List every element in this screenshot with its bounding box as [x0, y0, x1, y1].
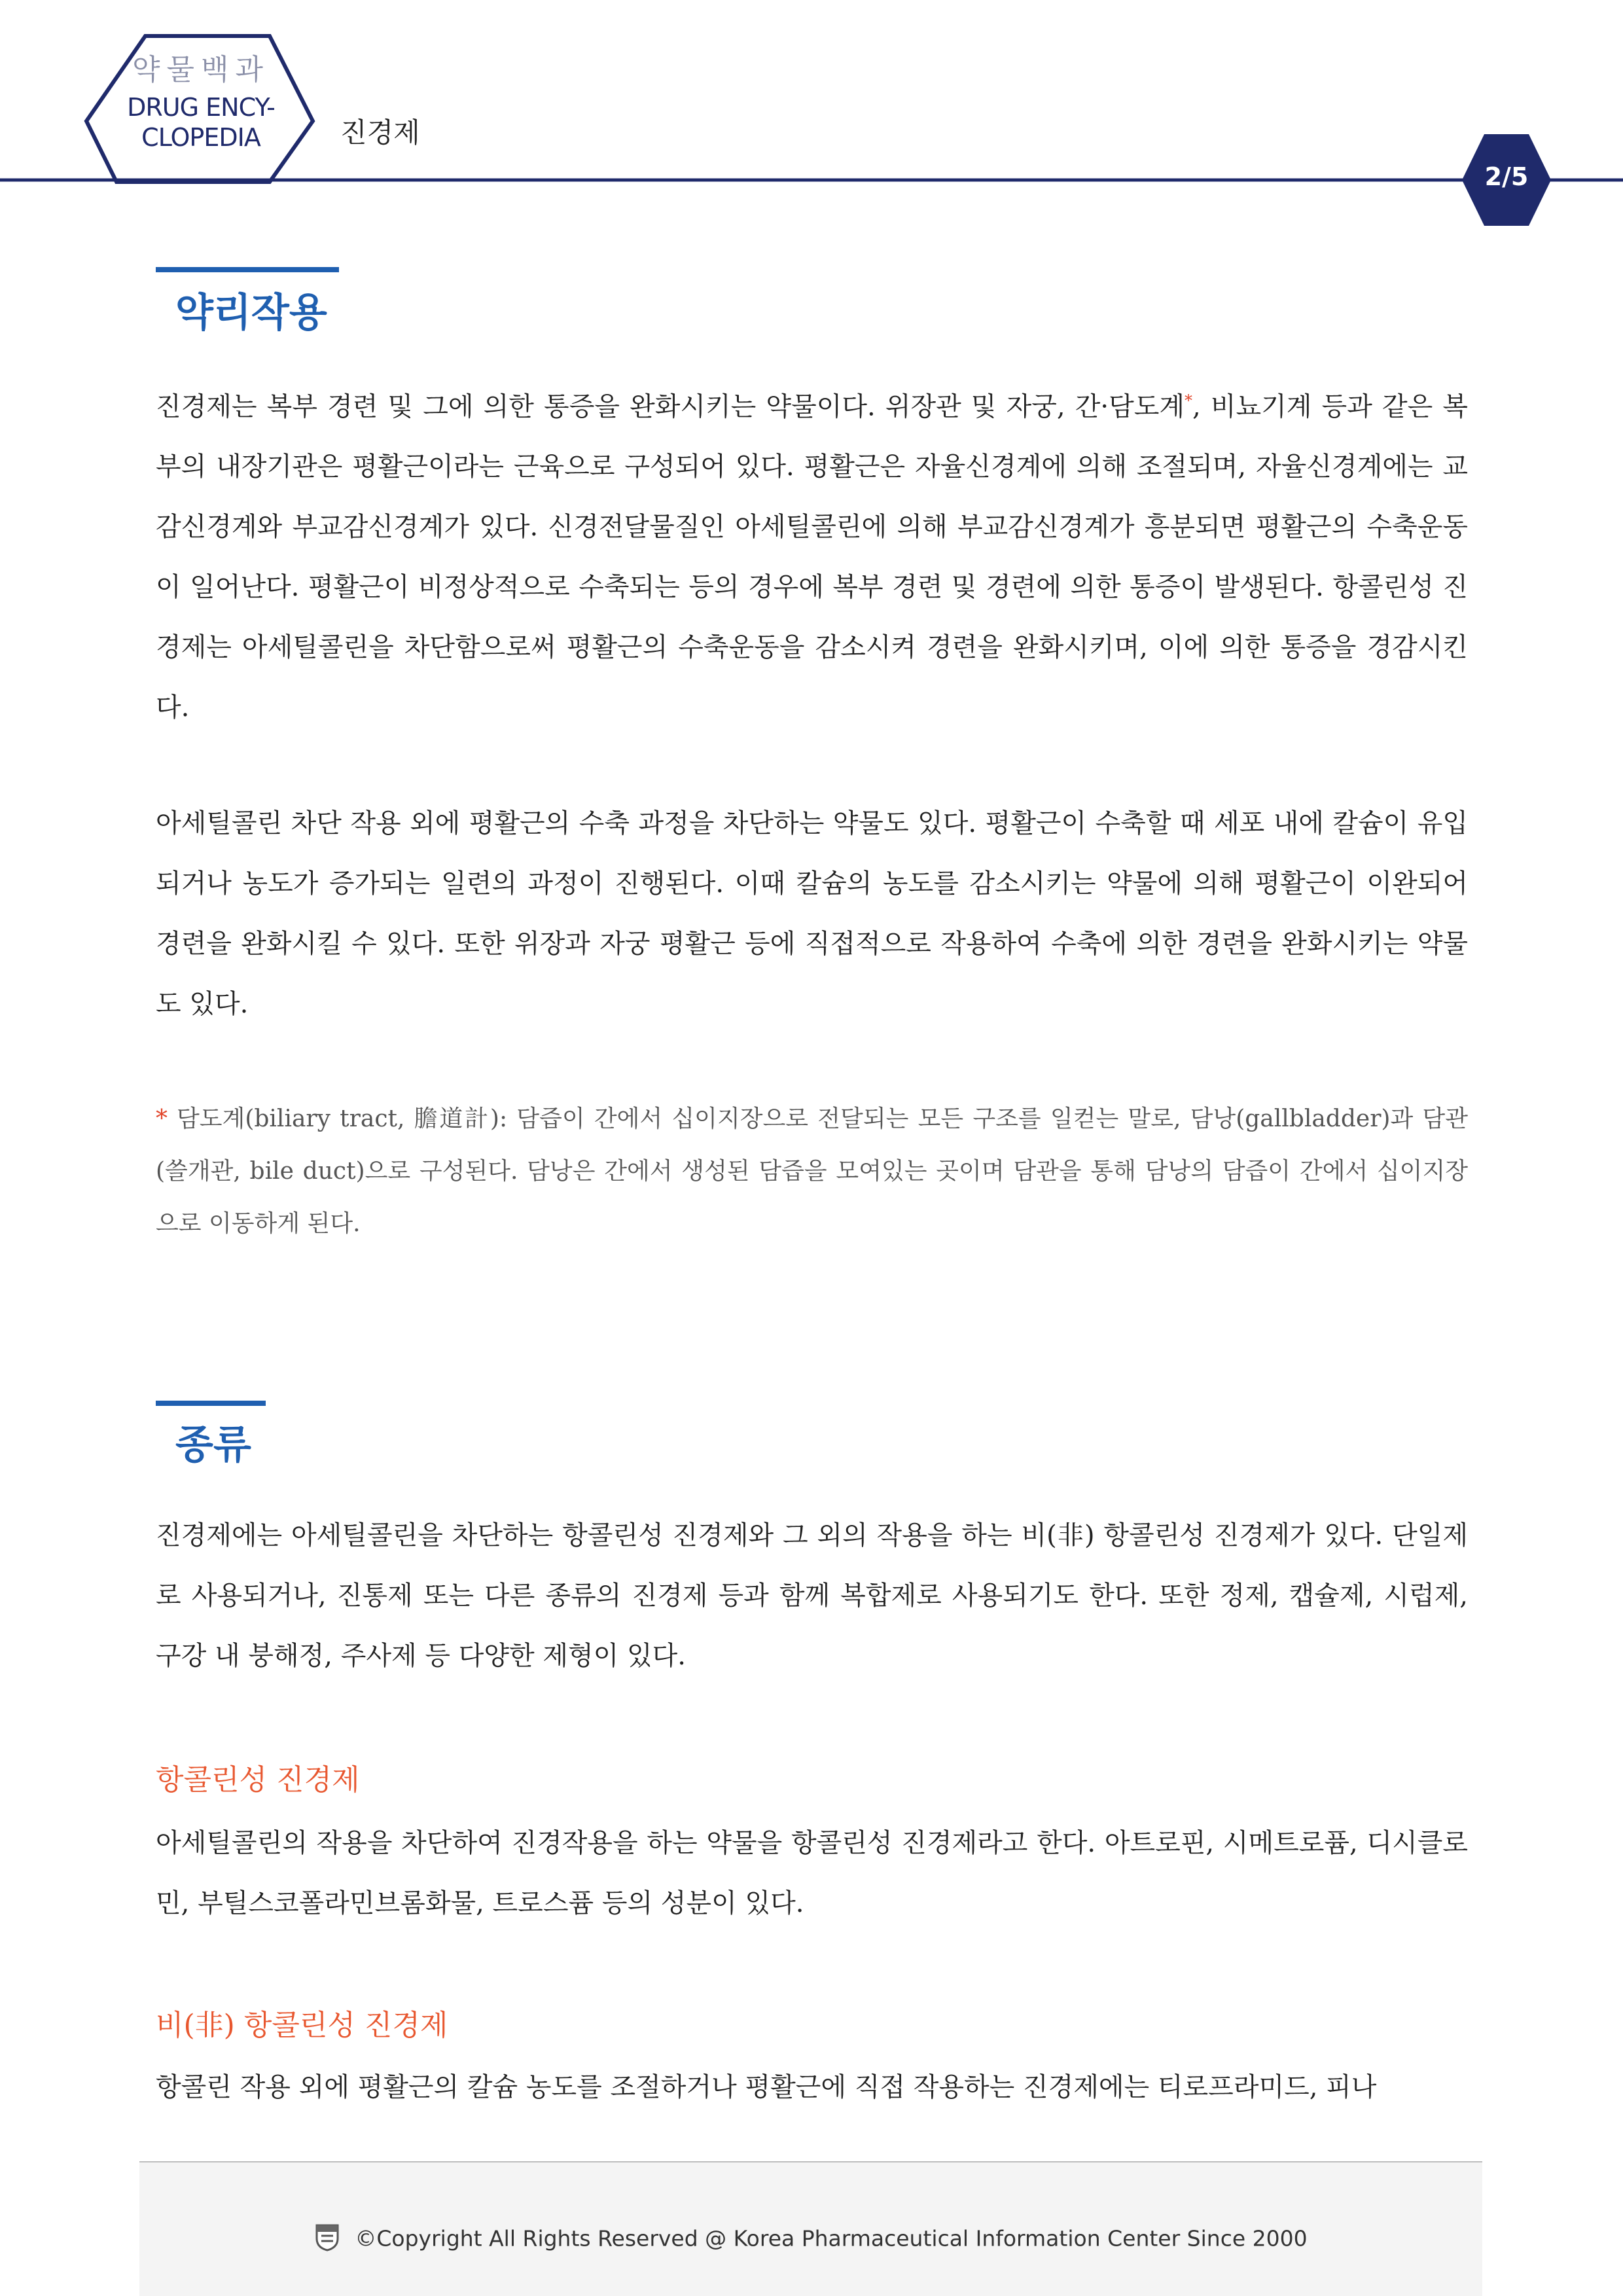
logo-english-line2: CLOPEDIA — [141, 123, 260, 152]
section-bar-types — [156, 1401, 266, 1406]
subhead-non-anticholinergic: 비(非) 항콜린성 진경제 — [156, 2009, 448, 2042]
footer-content — [139, 2223, 1482, 2257]
footnote — [156, 1093, 1468, 1250]
types-paragraph-1: 진경제에는 아세틸콜린을 차단하는 항콜린성 진경제와 그 외의 작용을 하는 비(非) 항콜린성 진경제가 있다. 단일제로 사용되거나, 진통제 또는 다른 종류의 진경제 등과 함께 복합제로 사용되기도 한다. 또한 정제, 캡슐제, 시럽제, 구강 내 붕해정, 주사제 등 다양한 제형이 있다. — [156, 1520, 1468, 1671]
footnote-marker: * — [1185, 391, 1193, 410]
pharmacology-paragraph-1 — [156, 370, 1468, 738]
logo-english-line1: DRUG ENCY- — [127, 93, 275, 122]
page-number: 2/5 — [1484, 162, 1529, 191]
non-anticholinergic-paragraph: 항콜린 작용 외에 평활근의 칼슘 농도를 조절하거나 평활근에 직접 작용하는 진경제에는 티로프라미드, 피나 — [156, 2072, 1377, 2102]
header-title: 진경제 — [340, 117, 420, 149]
pharmacology-paragraph-2: 아세틸콜린 차단 작용 외에 평활근의 수축 과정을 차단하는 약물도 있다. 평활근이 수축할 때 세포 내에 칼슘이 유입되거나 농도가 증가되는 일련의 과정이 진행된다. 이때 칼슘의 농도를 감소시키는 약물에 의해 평활근이 이완되어 경련을 완화시킬 수 있다. 또한 위장과 자궁 평활근 등에 직접적으로 작용하여 수축에 의한 경련을 완화시키는 약물도 있다. — [156, 808, 1468, 1019]
page-footer — [139, 2162, 1482, 2296]
subhead-anticholinergic: 항콜린성 진경제 — [156, 1763, 360, 1797]
logo-korean: 약물백과 — [132, 53, 270, 86]
copyright-text: ©Copyright All Rights Reserved @ Korea Pharmaceutical Information Center Since 2000 — [355, 2225, 1308, 2251]
footnote-text: 담도계(biliary tract, 膽道計): 담즙이 간에서 십이지장으로 전달되는 모든 구조를 일컫는 말로, 담낭(gallbladder)과 담관(쓸개관, bile duct)으로 구성된다. 담낭은 간에서 생성된 담즙을 모여있는 곳이며 담관을 통해 담낭의 담즙이 간에서 십이지장으로 이동하게 된다. — [156, 1105, 1468, 1237]
page-header — [0, 0, 1623, 229]
section-title-pharmacology: 약리작용 — [175, 290, 327, 336]
shield-logo-icon — [314, 2223, 340, 2257]
section-bar-pharmacology — [156, 267, 339, 272]
pharmacology-paragraph-1-text-a: 진경제는 복부 경련 및 그에 의한 통증을 완화시키는 약물이다. 위장관 및 자궁, 간·담도계 — [156, 391, 1185, 422]
anticholinergic-paragraph: 아세틸콜린의 작용을 차단하여 진경작용을 하는 약물을 항콜린성 진경제라고 한다. 아트로핀, 시메트로퓸, 디시클로민, 부틸스코폴라민브롬화물, 트로스퓸 등의 성분이 있다. — [156, 1828, 1468, 1918]
footnote-star: * — [156, 1105, 168, 1132]
section-title-types: 종류 — [175, 1422, 251, 1468]
pharmacology-paragraph-1-text-b: , 비뇨기계 등과 같은 복부의 내장기관은 평활근이라는 근육으로 구성되어 있다. 평활근은 자율신경계에 의해 조절되며, 자율신경계에는 교감신경계와 부교감신경계가 있다. 신경전달물질인 아세틸콜린에 의해 부교감신경계가 흥분되면 평활근의 수축운동이 일어난다. 평활근이 비정상적으로 수축되는 등의 경우에 복부 경련 및 경련에 의한 통증이 발생된다. 항콜린성 진경제는 아세틸콜린을 차단함으로써 평활근의 수축운동을 감소시켜 경련을 완화시키며, 이에 의한 통증을 경감시킨다. — [156, 391, 1468, 723]
